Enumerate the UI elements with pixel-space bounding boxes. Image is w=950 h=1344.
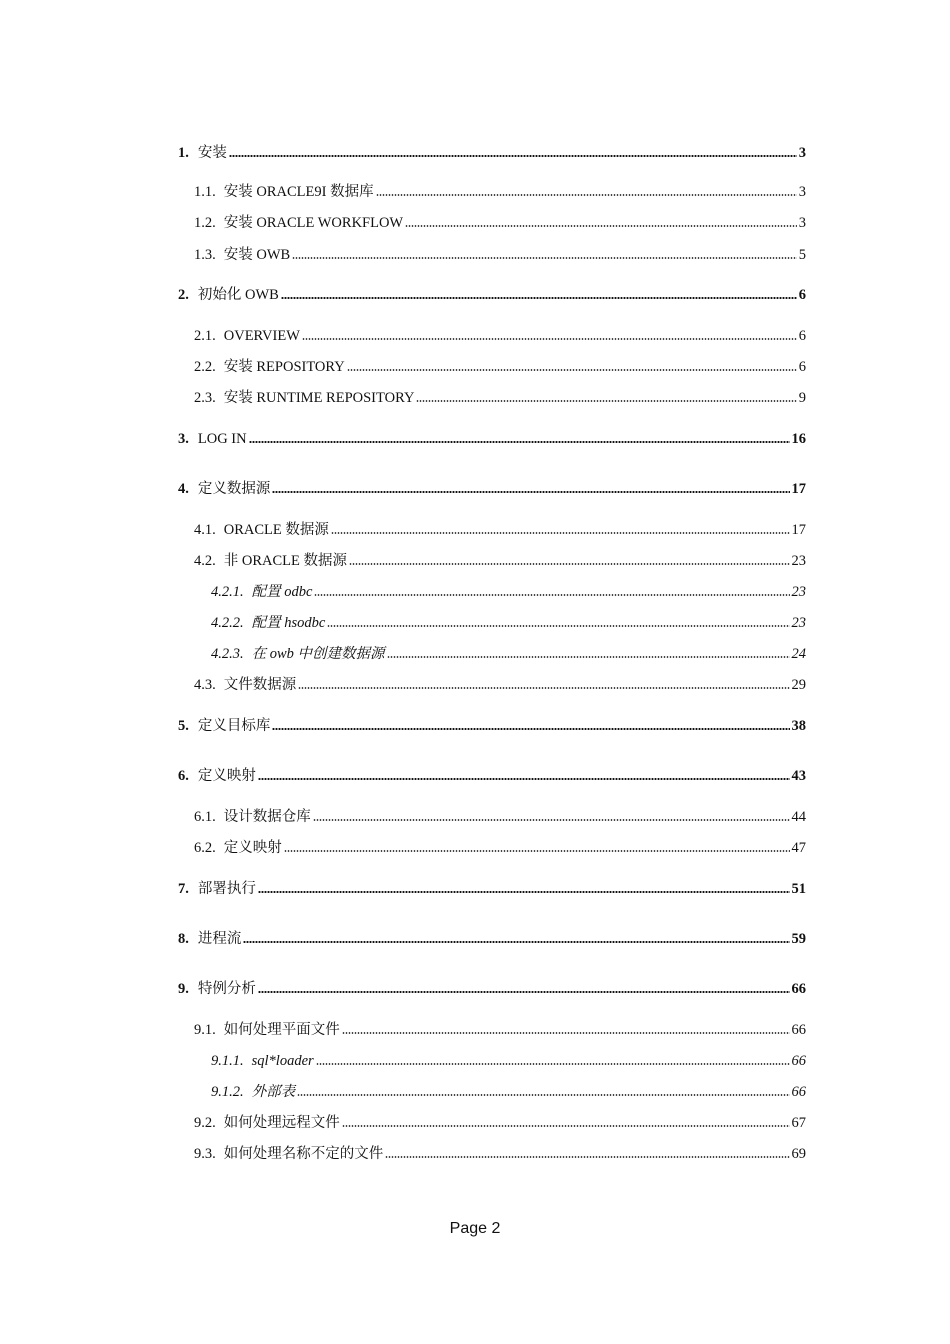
toc-dot-leader	[258, 991, 790, 994]
toc-dot-leader	[387, 656, 790, 658]
toc-entry-page: 66	[791, 980, 806, 997]
toc-entry-title: OVERVIEW	[223, 327, 300, 344]
toc-entry[interactable]	[194, 208, 806, 230]
toc-entry-number: 3.	[178, 430, 189, 447]
toc-entry[interactable]	[178, 761, 806, 783]
toc-entry[interactable]	[178, 474, 806, 496]
toc-entry-page: 5	[798, 246, 806, 263]
toc-entry-page: 3	[798, 183, 806, 200]
toc-entry-number: 1.	[178, 144, 189, 161]
toc-entry-number: 4.	[178, 480, 189, 497]
toc-dot-leader	[249, 441, 790, 444]
toc-dot-leader	[347, 369, 797, 371]
toc-entry-title: 如何处理平面文件	[223, 1021, 340, 1038]
toc-entry[interactable]	[194, 670, 806, 692]
toc-entry-page: 29	[791, 676, 806, 693]
toc-entry-number: 2.3.	[194, 389, 216, 406]
toc-entry[interactable]	[211, 1077, 806, 1099]
toc-entry-number: 5.	[178, 717, 189, 734]
toc-entry[interactable]	[194, 802, 806, 824]
toc-entry[interactable]	[211, 1046, 806, 1068]
toc-entry-title: 文件数据源	[223, 676, 297, 693]
toc-entry[interactable]	[211, 608, 806, 630]
toc-entry[interactable]	[211, 639, 806, 661]
toc-dot-leader	[313, 819, 790, 821]
toc-entry-page: 69	[791, 1145, 806, 1162]
toc-entry-title: 进程流	[197, 930, 242, 947]
toc-entry-number: 4.2.1.	[211, 583, 244, 600]
toc-entry-number: 1.3.	[194, 246, 216, 263]
toc-entry-page: 3	[798, 144, 806, 161]
toc-dot-leader	[376, 194, 797, 196]
toc-dot-leader	[316, 1063, 790, 1065]
toc-dot-leader	[243, 941, 789, 944]
toc-entry[interactable]	[194, 352, 806, 374]
toc-entry-title: 部署执行	[197, 880, 256, 897]
toc-entry[interactable]	[194, 321, 806, 343]
toc-entry-page: 66	[791, 1052, 806, 1069]
toc-entry[interactable]	[211, 577, 806, 599]
toc-entry-number: 9.3.	[194, 1145, 216, 1162]
toc-dot-leader	[229, 155, 797, 158]
toc-entry[interactable]	[194, 1015, 806, 1037]
toc-entry-page: 23	[791, 614, 806, 631]
toc-entry-number: 4.1.	[194, 521, 216, 538]
toc-entry[interactable]	[178, 138, 806, 160]
toc-entry-number: 2.2.	[194, 358, 216, 375]
toc-entry-page: 38	[791, 717, 806, 734]
toc-entry-title: 非 ORACLE 数据源	[223, 552, 347, 569]
toc-entry-page: 6	[798, 358, 806, 375]
toc-entry[interactable]	[194, 383, 806, 405]
toc-entry-title: 安装 ORACLE9I 数据库	[223, 183, 374, 200]
toc-entry-title: 安装 RUNTIME REPOSITORY	[223, 389, 415, 406]
toc-entry-number: 2.1.	[194, 327, 216, 344]
toc-entry-title: 配置 hsodbc	[251, 614, 326, 631]
toc-entry-number: 9.1.2.	[211, 1083, 244, 1100]
toc-entry[interactable]	[194, 515, 806, 537]
toc-entry-title: 定义数据源	[197, 480, 271, 497]
toc-dot-leader	[302, 338, 797, 340]
toc-dot-leader	[297, 1094, 789, 1096]
toc-entry[interactable]	[178, 874, 806, 896]
toc-entry-title: 初始化 OWB	[197, 286, 279, 303]
toc-dot-leader	[342, 1125, 790, 1127]
toc-entry-number: 4.3.	[194, 676, 216, 693]
toc-entry-number: 9.	[178, 980, 189, 997]
toc-entry-title: sql*loader	[251, 1052, 314, 1069]
toc-entry-page: 17	[791, 480, 806, 497]
toc-entry-page: 59	[791, 930, 806, 947]
toc-entry-title: 安装 ORACLE WORKFLOW	[223, 214, 404, 231]
toc-dot-leader	[298, 687, 789, 689]
toc-entry-number: 1.2.	[194, 214, 216, 231]
toc-entry-number: 1.1.	[194, 183, 216, 200]
toc-entry-page: 6	[798, 286, 806, 303]
toc-entry-title: 设计数据仓库	[223, 808, 311, 825]
toc-entry-title: 外部表	[251, 1083, 296, 1100]
toc-dot-leader	[284, 850, 790, 852]
toc-entry-number: 6.1.	[194, 808, 216, 825]
toc-entry[interactable]	[178, 424, 806, 446]
toc-dot-leader	[327, 625, 789, 627]
toc-entry-number: 7.	[178, 880, 189, 897]
toc-entry-number: 8.	[178, 930, 189, 947]
toc-entry-page: 47	[791, 839, 806, 856]
toc-entry-number: 9.1.	[194, 1021, 216, 1038]
page-footer: Page 2	[449, 1220, 501, 1237]
toc-dot-leader	[272, 491, 789, 494]
toc-dot-leader	[342, 1032, 790, 1034]
toc-entry-title: 安装 REPOSITORY	[223, 358, 345, 375]
toc-entry-title: 特例分析	[197, 980, 256, 997]
toc-entry-page: 9	[798, 389, 806, 406]
toc-entry-page: 66	[791, 1083, 806, 1100]
toc-dot-leader	[331, 532, 790, 534]
toc-entry[interactable]	[194, 833, 806, 855]
toc-entry[interactable]	[194, 1139, 806, 1161]
toc-entry-page: 23	[791, 552, 806, 569]
toc-entry-page: 24	[791, 645, 806, 662]
toc-entry-page: 44	[791, 808, 806, 825]
toc-entry-number: 4.2.3.	[211, 645, 244, 662]
toc-dot-leader	[258, 891, 790, 894]
toc-dot-leader	[385, 1156, 789, 1158]
toc-entry[interactable]	[194, 240, 806, 262]
toc-entry[interactable]	[194, 177, 806, 199]
toc-entry-page: 67	[791, 1114, 806, 1131]
toc-entry-title: 如何处理远程文件	[223, 1114, 340, 1131]
toc-dot-leader	[349, 563, 790, 565]
toc-entry-page: 16	[791, 430, 806, 447]
toc-entry[interactable]	[194, 546, 806, 568]
toc-entry-page: 51	[791, 880, 806, 897]
toc-entry-title: 如何处理名称不定的文件	[223, 1145, 384, 1162]
toc-entry-title: 在 owb 中创建数据源	[251, 645, 385, 662]
toc-entry-page: 23	[791, 583, 806, 600]
toc-entry-page: 66	[791, 1021, 806, 1038]
toc-entry-title: 定义映射	[223, 839, 282, 856]
toc-entry-number: 9.1.1.	[211, 1052, 244, 1069]
toc-dot-leader	[416, 400, 796, 402]
toc-entry-page: 17	[791, 521, 806, 538]
toc-entry-title: LOG IN	[197, 430, 247, 447]
toc-entry-number: 2.	[178, 286, 189, 303]
toc-entry-title: ORACLE 数据源	[223, 521, 329, 538]
toc-dot-leader	[281, 297, 797, 300]
toc-entry[interactable]	[178, 924, 806, 946]
toc-entry[interactable]	[178, 280, 806, 302]
toc-entry-title: 定义目标库	[197, 717, 271, 734]
toc-dot-leader	[272, 728, 789, 731]
toc-entry-number: 4.2.	[194, 552, 216, 569]
toc-entry-title: 配置 odbc	[251, 583, 313, 600]
toc-entry[interactable]	[178, 974, 806, 996]
toc-dot-leader	[258, 778, 790, 781]
toc-entry-title: 安装 OWB	[223, 246, 291, 263]
toc-entry-number: 6.2.	[194, 839, 216, 856]
toc-entry-number: 6.	[178, 767, 189, 784]
toc-entry-page: 3	[798, 214, 806, 231]
toc-entry[interactable]	[178, 711, 806, 733]
toc-entry-number: 4.2.2.	[211, 614, 244, 631]
toc-entry-page: 43	[791, 767, 806, 784]
toc-dot-leader	[405, 225, 797, 227]
toc-dot-leader	[314, 594, 789, 596]
toc-entry[interactable]	[194, 1108, 806, 1130]
toc-entry-page: 6	[798, 327, 806, 344]
toc-entry-title: 定义映射	[197, 767, 256, 784]
toc-entry-number: 9.2.	[194, 1114, 216, 1131]
toc-dot-leader	[292, 257, 797, 259]
toc-entry-title: 安装	[197, 144, 227, 161]
